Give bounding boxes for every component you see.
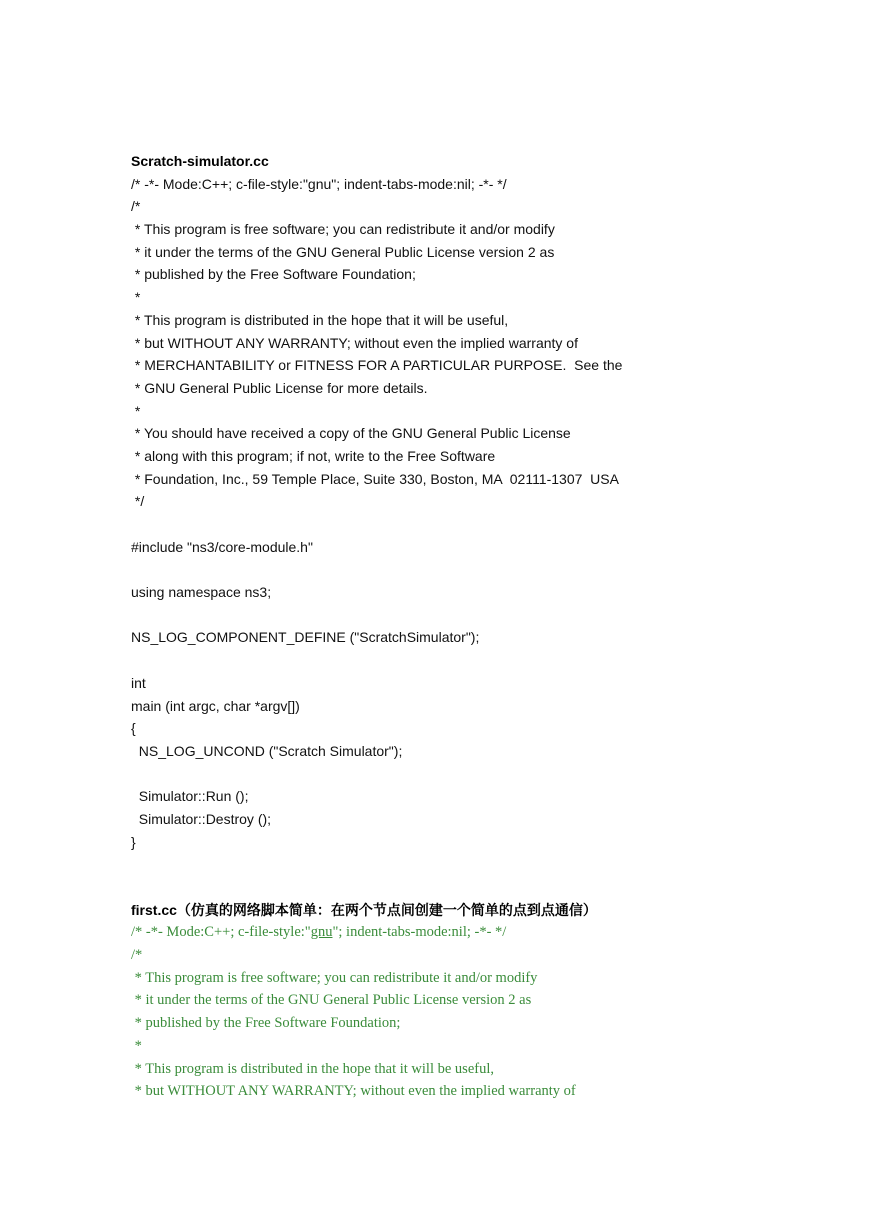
section-title-scratch-simulator: Scratch-simulator.cc bbox=[131, 153, 269, 169]
code-line: NS_LOG_COMPONENT_DEFINE ("ScratchSimulator"); bbox=[131, 629, 480, 646]
code-line: * GNU General Public License for more details. bbox=[131, 379, 428, 396]
code-line: * published by the Free Software Foundation; bbox=[131, 266, 416, 283]
modeline-suffix: "; indent-tabs-mode:nil; -*- */ bbox=[332, 924, 507, 941]
code-line: * This program is distributed in the hope that it will be useful, bbox=[131, 1060, 494, 1077]
code-line: * but WITHOUT ANY WARRANTY; without even the implied warranty of bbox=[131, 334, 578, 351]
code-line: * Foundation, Inc., 59 Temple Place, Suite 330, Boston, MA 02111-1307 USA bbox=[131, 470, 619, 487]
code-line: /* bbox=[131, 198, 141, 215]
code-block-first-cc bbox=[131, 921, 831, 1103]
code-line bbox=[131, 513, 831, 536]
code-line: { bbox=[131, 720, 136, 737]
code-line bbox=[131, 558, 831, 581]
code-line: * published by the Free Software Foundation; bbox=[131, 1015, 401, 1032]
section-title-first-cc: first.cc（仿真的网络脚本简单：在两个节点间创建一个简单的点到点通信） bbox=[131, 901, 597, 918]
code-line: } bbox=[131, 833, 136, 850]
code-line: * it under the terms of the GNU General Public License version 2 as bbox=[131, 243, 555, 260]
code-line: * You should have received a copy of the GNU General Public License bbox=[131, 425, 571, 442]
code-line: int bbox=[131, 674, 146, 691]
code-line bbox=[131, 763, 831, 786]
code-line: * it under the terms of the GNU General Public License version 2 as bbox=[131, 992, 532, 1009]
code-line-modeline bbox=[131, 921, 831, 944]
code-line: #include "ns3/core-module.h" bbox=[131, 538, 313, 555]
code-line: Simulator::Destroy (); bbox=[131, 810, 272, 827]
code-line: /* -*- Mode:C++; c-file-style:"gnu"; indent-tabs-mode:nil; -*- */ bbox=[131, 175, 507, 192]
modeline-prefix: /* -*- Mode:C++; c-file-style:" bbox=[131, 924, 311, 941]
code-line bbox=[131, 649, 831, 672]
code-line: main (int argc, char *argv[]) bbox=[131, 697, 300, 714]
code-line: * bbox=[131, 289, 141, 306]
code-line: /* bbox=[131, 947, 143, 964]
code-line: * This program is free software; you can redistribute it and/or modify bbox=[131, 221, 555, 238]
code-line bbox=[131, 604, 831, 627]
code-line: * but WITHOUT ANY WARRANTY; without even the implied warranty of bbox=[131, 1083, 576, 1100]
code-line: NS_LOG_UNCOND ("Scratch Simulator"); bbox=[131, 742, 403, 759]
code-line: using namespace ns3; bbox=[131, 584, 272, 601]
spacer bbox=[131, 876, 831, 899]
code-line: * bbox=[131, 402, 141, 419]
code-line: */ bbox=[131, 493, 145, 510]
code-line: Simulator::Run (); bbox=[131, 788, 249, 805]
spacer bbox=[131, 853, 831, 876]
code-line: * This program is distributed in the hope that it will be useful, bbox=[131, 311, 509, 328]
code-line: * This program is free software; you can redistribute it and/or modify bbox=[131, 969, 538, 986]
code-block-scratch-simulator bbox=[131, 173, 831, 854]
code-line: * along with this program; if not, write to the Free Software bbox=[131, 447, 496, 464]
modeline-gnu-link: gnu bbox=[310, 924, 333, 941]
document-page bbox=[131, 150, 831, 1103]
code-line: * MERCHANTABILITY or FITNESS FOR A PARTICULAR PURPOSE. See the bbox=[131, 357, 623, 374]
code-line: * bbox=[131, 1037, 142, 1054]
